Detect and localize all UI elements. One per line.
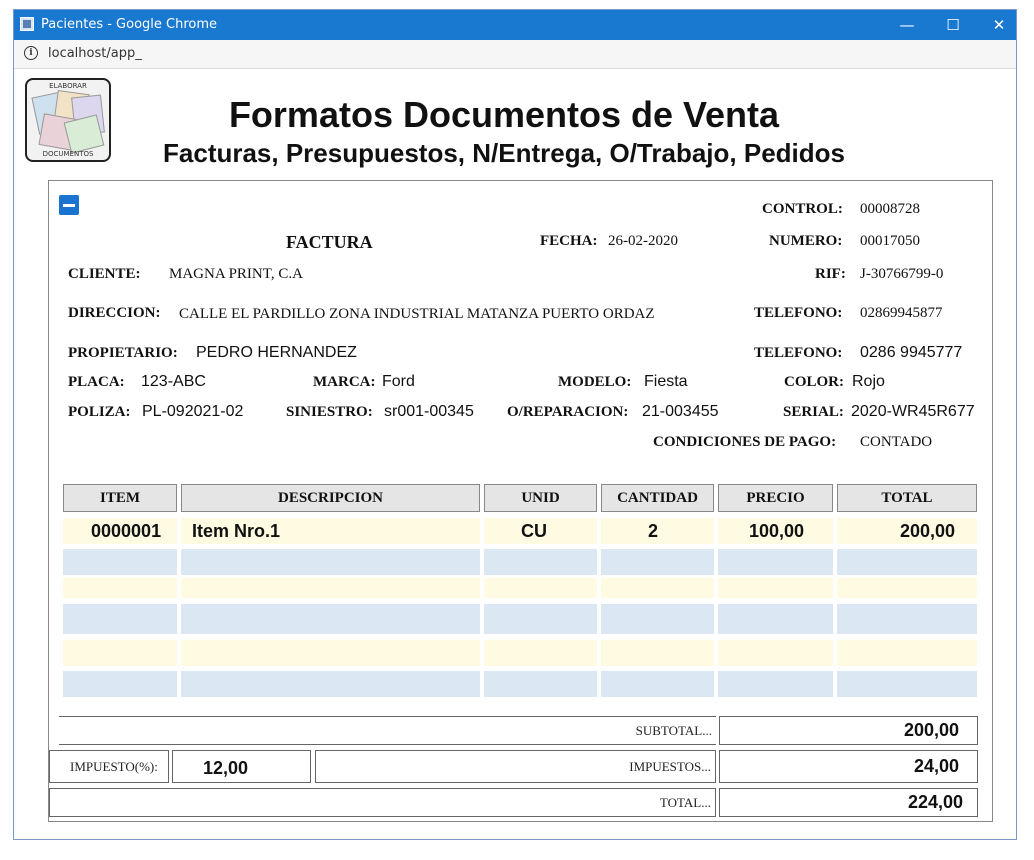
oreparacion-label: O/REPARACION: <box>507 404 629 420</box>
table-empty-cell[interactable] <box>837 578 977 598</box>
table-row-precio-cell[interactable] <box>718 518 833 544</box>
browser-window <box>13 9 1017 840</box>
table-empty-cell[interactable] <box>181 640 480 666</box>
fecha-label: FECHA: <box>540 233 598 249</box>
total-field[interactable] <box>719 788 978 817</box>
condiciones-label: CONDICIONES DE PAGO: <box>653 434 837 450</box>
address-bar[interactable] <box>14 40 1016 69</box>
table-empty-cell[interactable] <box>484 671 597 697</box>
color-value: Rojo <box>852 373 885 390</box>
col-header-descripcion: DESCRIPCION <box>181 484 480 512</box>
siniestro-label: SINIESTRO: <box>286 404 373 420</box>
table-empty-cell[interactable] <box>484 604 597 634</box>
table-empty-cell[interactable] <box>718 671 833 697</box>
cliente-value: MAGNA PRINT, C.A <box>169 266 303 282</box>
table-empty-cell[interactable] <box>718 640 833 666</box>
row-descripcion: Item Nro.1 <box>192 521 281 541</box>
fecha-value: 26-02-2020 <box>608 233 678 249</box>
telefono-label-1: TELEFONO: <box>754 305 843 321</box>
impuesto-pct-label: IMPUESTO(%): <box>70 759 158 774</box>
subtotal-label-box <box>59 716 716 745</box>
minimize-button[interactable]: — <box>899 16 915 34</box>
row-precio: 100,00 <box>749 521 805 541</box>
serial-value: 2020-WR45R677 <box>851 403 975 420</box>
info-icon[interactable]: i <box>24 46 38 60</box>
table-empty-cell[interactable] <box>181 671 480 697</box>
total-label-box <box>49 788 716 817</box>
siniestro-value: sr001-00345 <box>384 403 474 420</box>
serial-label: SERIAL: <box>783 404 844 420</box>
invoice-form <box>48 180 993 822</box>
page-title: Formatos Documentos de Venta <box>228 94 780 135</box>
table-empty-cell[interactable] <box>718 604 833 634</box>
modelo-value: Fiesta <box>644 373 688 390</box>
table-empty-cell[interactable] <box>484 549 597 575</box>
row-cantidad: 2 <box>648 521 659 541</box>
logo-bottom-text: DOCUMENTOS <box>42 150 94 158</box>
table-empty-cell[interactable] <box>601 671 714 697</box>
col-header-total: TOTAL <box>837 484 977 512</box>
impuestos-label-box <box>315 750 716 783</box>
title-bar <box>14 10 1016 40</box>
col-header-cantidad: CANTIDAD <box>601 484 714 512</box>
rif-value: J-30766799-0 <box>860 266 944 282</box>
row-total: 200,00 <box>899 521 955 541</box>
table-empty-cell[interactable] <box>837 549 977 575</box>
table-row-total-cell[interactable] <box>837 518 977 544</box>
impuestos-field[interactable] <box>719 750 978 783</box>
table-empty-cell[interactable] <box>484 578 597 598</box>
table-empty-cell[interactable] <box>718 549 833 575</box>
placa-value: 123-ABC <box>141 373 206 390</box>
col-header-precio: PRECIO <box>718 484 833 512</box>
table-empty-cell[interactable] <box>63 604 177 634</box>
propietario-label: PROPIETARIO: <box>68 345 178 361</box>
table-empty-cell[interactable] <box>837 604 977 634</box>
telefono-value-2: 0286 9945777 <box>860 344 963 361</box>
table-empty-cell[interactable] <box>601 578 714 598</box>
total-label: TOTAL... <box>659 795 711 810</box>
numero-label: NUMERO: <box>769 233 843 249</box>
col-header-unid: UNID <box>484 484 597 512</box>
table-empty-cell[interactable] <box>484 640 597 666</box>
row-item: 0000001 <box>91 521 162 541</box>
table-empty-cell[interactable] <box>837 671 977 697</box>
table-empty-cell[interactable] <box>63 640 177 666</box>
page-subtitle: Facturas, Presupuestos, N/Entrega, O/Trabajo, Pedidos <box>163 138 845 168</box>
oreparacion-value: 21-003455 <box>642 403 719 420</box>
row-unid: CU <box>521 521 547 541</box>
placa-label: PLACA: <box>68 374 125 390</box>
impuesto-pct-label-box <box>49 750 169 783</box>
col-header-item: ITEM <box>63 484 177 512</box>
table-empty-cell[interactable] <box>601 640 714 666</box>
table-empty-cell[interactable] <box>601 604 714 634</box>
table-empty-cell[interactable] <box>63 549 177 575</box>
rif-label: RIF: <box>815 266 846 282</box>
table-empty-cell[interactable] <box>837 640 977 666</box>
subtotal-label: SUBTOTAL... <box>635 723 712 738</box>
control-value: 00008728 <box>860 201 920 217</box>
table-empty-cell[interactable] <box>601 549 714 575</box>
cliente-label: CLIENTE: <box>68 266 141 282</box>
table-row-cantidad-cell[interactable] <box>601 518 714 544</box>
close-button[interactable]: ✕ <box>992 16 1006 34</box>
numero-value: 00017050 <box>860 233 920 249</box>
total-value: 224,00 <box>907 792 963 812</box>
logo-top-text: ELABORAR <box>49 82 87 90</box>
direccion-value: CALLE EL PARDILLO ZONA INDUSTRIAL MATANZA PUERTO ORDAZ <box>179 306 655 322</box>
control-label: CONTROL: <box>762 201 843 217</box>
window-title: Pacientes - Google Chrome <box>41 17 218 32</box>
doc-type: FACTURA <box>286 232 373 252</box>
impuesto-pct-value: 12,00 <box>203 758 249 778</box>
poliza-value: PL-092021-02 <box>142 403 244 420</box>
direccion-label: DIRECCION: <box>68 305 161 321</box>
color-label: COLOR: <box>784 374 844 390</box>
collapse-toggle-icon[interactable] <box>59 195 79 215</box>
impuesto-pct-input[interactable] <box>172 750 311 783</box>
maximize-button[interactable]: ☐ <box>946 16 960 34</box>
marca-label: MARCA: <box>313 374 376 390</box>
table-empty-cell[interactable] <box>181 578 480 598</box>
table-empty-cell[interactable] <box>63 578 177 598</box>
subtotal-value: 200,00 <box>903 720 959 740</box>
propietario-value: PEDRO HERNANDEZ <box>196 344 357 361</box>
table-row-descripcion-cell[interactable] <box>181 518 480 544</box>
telefono-value-1: 02869945877 <box>860 305 943 321</box>
poliza-label: POLIZA: <box>68 404 131 420</box>
impuestos-value: 24,00 <box>913 756 959 776</box>
table-empty-cell[interactable] <box>63 671 177 697</box>
table-row-unid-cell[interactable] <box>484 518 597 544</box>
url-text[interactable]: localhost/app_ <box>48 46 142 61</box>
modelo-label: MODELO: <box>558 374 632 390</box>
table-empty-cell[interactable] <box>718 578 833 598</box>
app-icon <box>20 17 34 31</box>
table-empty-cell[interactable] <box>181 604 480 634</box>
impuestos-label: IMPUESTOS... <box>629 759 711 774</box>
subtotal-field[interactable] <box>719 716 978 745</box>
table-row-item-cell[interactable] <box>63 518 177 544</box>
marca-value: Ford <box>382 373 415 390</box>
condiciones-value: CONTADO <box>860 434 933 450</box>
telefono-label-2: TELEFONO: <box>754 345 843 361</box>
table-empty-cell[interactable] <box>181 549 480 575</box>
